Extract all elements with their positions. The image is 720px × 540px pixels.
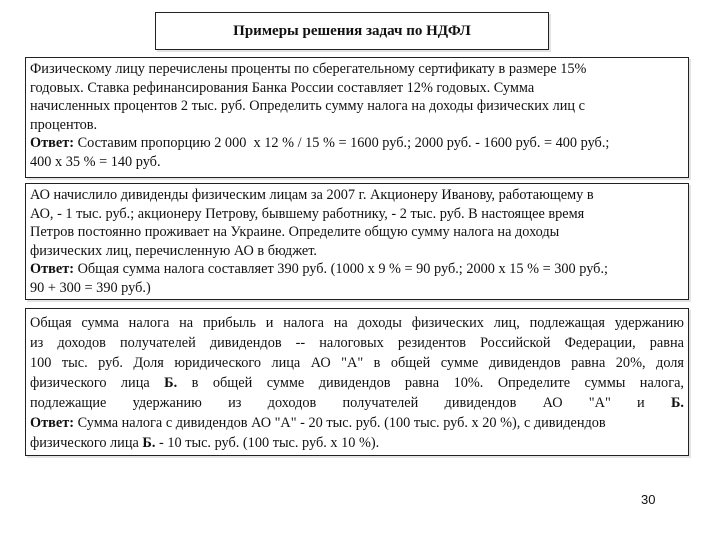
text-line: физических лиц, перечисленную АО в бюджет. [30, 242, 317, 259]
title-text: Примеры решения задач по НДФЛ [233, 22, 471, 39]
example-1 [25, 57, 689, 178]
answer-label: Ответ: [30, 135, 74, 152]
text-segment: физического лица [30, 435, 139, 451]
text-line: процентов. [30, 116, 98, 133]
answer-text: Сумма налога с дивидендов АО "А" - 20 тыс. руб. (100 тыс. руб. x 20 %), с дивидендов [74, 415, 606, 431]
bold-name: Б. [670, 395, 684, 411]
text-line: 90 + 300 = 390 руб.) [30, 279, 151, 296]
text-line: АО начислило дивиденды физическим лицам за 2007 г. Акционеру Иванову, работающему в [30, 187, 594, 203]
text-line [30, 373, 684, 393]
slide-title [155, 12, 549, 50]
text-segment: - 10 тыс. руб. (100 тыс. руб. x 10 %). [155, 435, 380, 451]
text-line: Общая сумма налога на прибыль и налога на доходы физических лиц, подлежащая удержанию [30, 315, 684, 331]
answer-line [30, 260, 684, 279]
text-segment: физического лица [30, 375, 150, 391]
text-line [30, 433, 684, 453]
text-segment: в общей сумме дивидендов равна 10%. Определите суммы налога, [191, 375, 684, 391]
text-segment: подлежащие удержанию из доходов получателей дивидендов АО "А" и [30, 395, 645, 411]
example-2 [25, 183, 689, 300]
example-3 [25, 308, 689, 456]
text-line: 400 x 35 % = 140 руб. [30, 153, 161, 170]
text-line: 100 тыс. руб. Доля юридического лица АО "А" в общей сумме дивидендов равна 20%, доля [30, 355, 684, 371]
answer-label: Ответ: [30, 415, 74, 431]
answer-line [30, 413, 684, 433]
text-line [30, 393, 684, 413]
answer-text: Общая сумма налога составляет 390 руб. (1000 x 9 % = 90 руб.; 2000 x 15 % = 300 руб.; [74, 261, 608, 278]
text-line: АО, - 1 тыс. руб.; акционеру Петрову, бывшему работнику, - 2 тыс. руб. В настоящее время [30, 205, 585, 222]
answer-line [30, 134, 684, 153]
text-line: Физическому лицу перечислены проценты по сберегательному сертификату в размере 15% [30, 61, 587, 77]
text-line: начисленных процентов 2 тыс. руб. Определить сумму налога на доходы физических лиц с [30, 98, 585, 115]
text-line: годовых. Ставка рефинансирования Банка России составляет 12% годовых. Сумма [30, 79, 535, 96]
text-line: Петров постоянно проживает на Украине. Определите общую сумму налога на доходы [30, 224, 560, 241]
bold-name: Б. [164, 375, 178, 391]
page-number: 30 [641, 492, 656, 507]
answer-label: Ответ: [30, 261, 74, 278]
text-line: из доходов получателей дивидендов -- налоговых резидентов Российской Федерации, равна [30, 335, 684, 351]
answer-text: Составим пропорцию 2 000 x 12 % / 15 % = 1600 руб.; 2000 руб. - 1600 руб. = 400 руб.; [74, 135, 610, 152]
bold-name: Б. [142, 435, 156, 451]
